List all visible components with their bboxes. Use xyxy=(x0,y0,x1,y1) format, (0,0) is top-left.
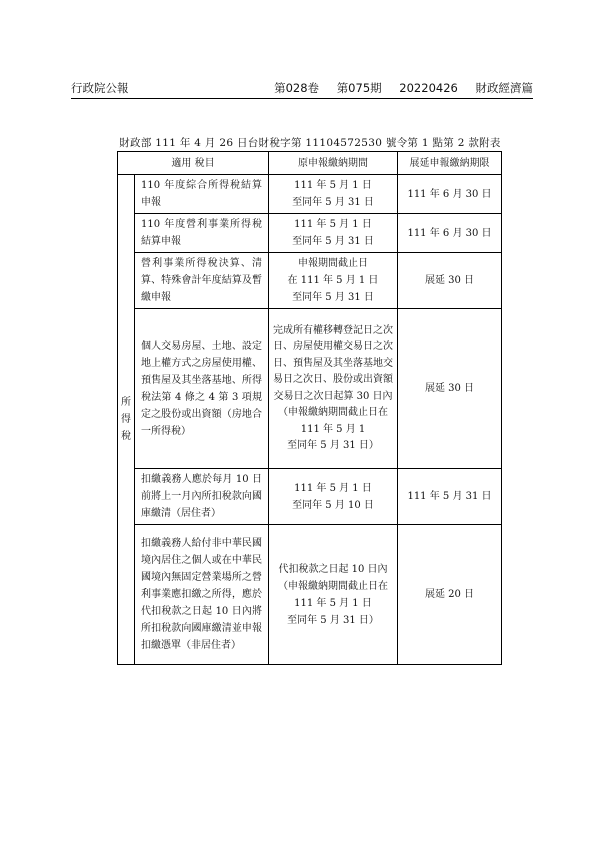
table-caption: 財政部 111 年 4 月 26 日台財稅字第 11104572530 號令第 1 點第 2 款附表 xyxy=(119,137,501,149)
row-original: 111 年 5 月 1 日 至同年 5 月 31 日 xyxy=(269,214,398,253)
table-header-row xyxy=(118,152,502,175)
table-row xyxy=(118,469,502,525)
row-item: 110 年度綜合所得稅結算申報 xyxy=(135,175,269,214)
tax-category xyxy=(118,175,135,665)
issue-label: 第075期 xyxy=(336,81,382,95)
table-row xyxy=(118,175,502,214)
row-extended: 展延 30 日 xyxy=(398,309,502,469)
row-original: 111 年 5 月 1 日 至同年 5 月 10 日 xyxy=(269,469,398,525)
row-original: 代扣稅款之日起 10 日內 （申報繳納期間截止日在 111 年 5 月 1 日 至同年 5 月 31 日） xyxy=(269,525,398,665)
page-header xyxy=(71,80,533,99)
row-extended: 展延 30 日 xyxy=(398,253,502,309)
row-item: 營利事業所得稅決算、清算、特殊會計年度結算及暫繳申報 xyxy=(135,253,269,309)
row-item: 扣繳義務人應於每月 10 日前將上一月內所扣稅款向國庫繳清（居住者） xyxy=(135,469,269,525)
tax-category-label: 所 得 稅 xyxy=(121,397,131,442)
row-item: 個人交易房屋、土地、設定地上權方式之房屋使用權、預售屋及其坐落基地、所得稅法第 4 條之 4 第 3 項規定之股份或出資額（房地合一所得稅） xyxy=(135,309,269,469)
table-row xyxy=(118,214,502,253)
row-original: 111 年 5 月 1 日 至同年 5 月 31 日 xyxy=(269,175,398,214)
header-original-period: 原申報繳納期間 xyxy=(269,152,398,175)
table-row xyxy=(118,309,502,469)
row-item: 扣繳義務人給付非中華民國境內居住之個人或在中華民國境內無固定營業場所之營利事業應扣繳之所得，應於代扣稅款之日起 10 日內將所扣稅款向國庫繳清並申報扣繳憑單（非居住者） xyxy=(135,525,269,665)
table-row xyxy=(118,525,502,665)
row-item: 110 年度營利事業所得稅結算申報 xyxy=(135,214,269,253)
date-label: 20220426 xyxy=(399,81,458,95)
header-extended-deadline: 展延申報繳納期限 xyxy=(398,152,502,175)
table-row xyxy=(118,253,502,309)
header-meta xyxy=(260,80,533,96)
deadline-table xyxy=(117,151,502,665)
publication-name: 行政院公報 xyxy=(71,81,129,95)
row-original: 申報期間截止日 在 111 年 5 月 1 日 至同年 5 月 31 日 xyxy=(269,253,398,309)
section-label: 財政經濟篇 xyxy=(475,81,533,95)
row-extended: 111 年 6 月 30 日 xyxy=(398,214,502,253)
row-original: 完成所有權移轉登記日之次日、房屋使用權交易日之次日、預售屋及其坐落基地交易日之次日、股份或出資額交易日之次日起算 30 日內 （申報繳納期間截止日在 111 年 5 月 1 至同年 5 月 31 日） xyxy=(269,309,398,469)
row-extended: 展延 20 日 xyxy=(398,525,502,665)
volume-label: 第028卷 xyxy=(274,81,320,95)
header-tax-item: 適用 稅目 xyxy=(118,152,269,175)
row-extended: 111 年 5 月 31 日 xyxy=(398,469,502,525)
row-extended: 111 年 6 月 30 日 xyxy=(398,175,502,214)
